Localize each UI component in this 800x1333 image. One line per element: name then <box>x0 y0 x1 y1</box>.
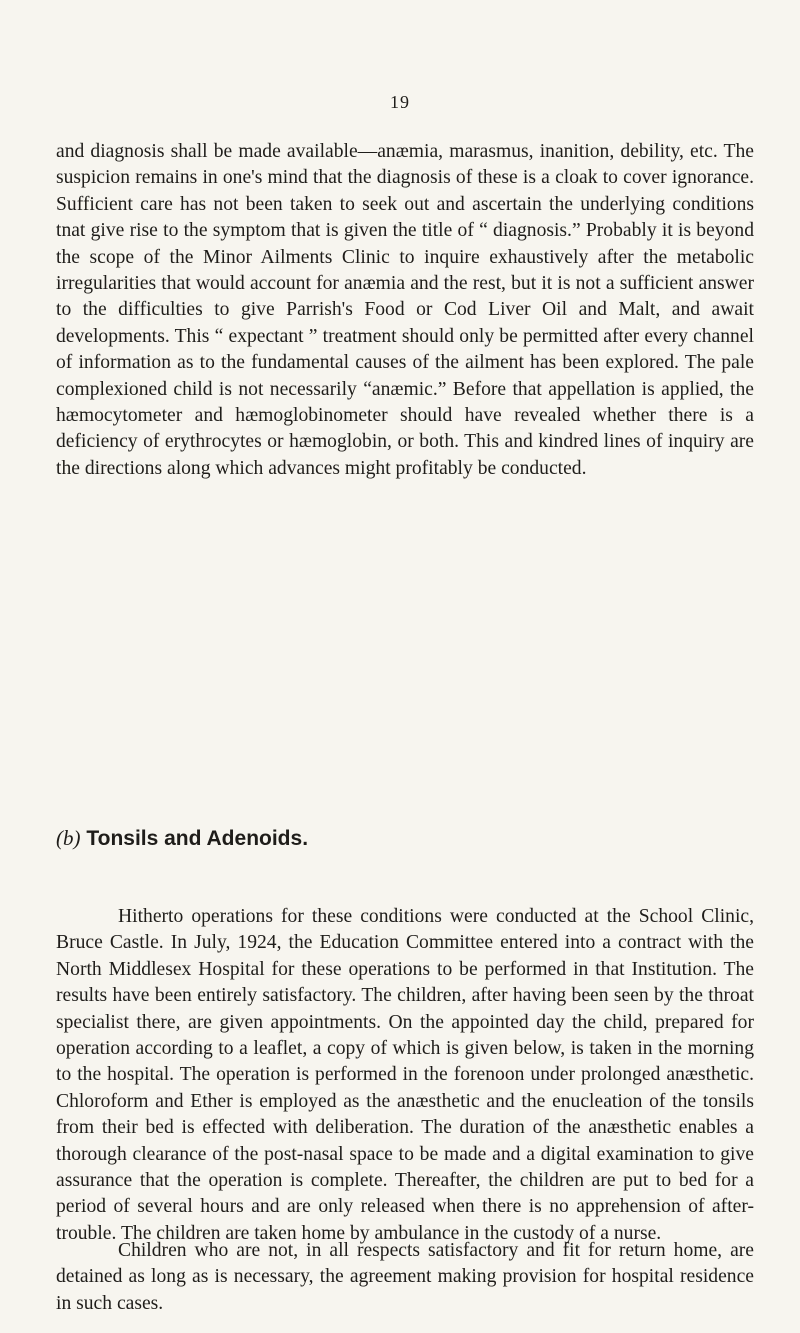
section-title: Tonsils and Adenoids. <box>86 827 309 850</box>
paragraph-diagnosis: and diagnosis shall be made available—anæmia, marasmus, inanition, debility, etc. The suspicion remains in one's mind that the diagnosis of these is a cloak to cover ignorance. Sufficient care has not been taken to seek out and ascertain the underlying conditions tnat give rise to the symptom that is given the title of “ diagnosis.” Probably it is beyond the scope of the Minor Ailments Clinic to inquire exhaustively after the metabolic irregularities that would account for anæmia and the rest, but it is not a sufficient answer to the difficulties to give Parrish's Food or Cod Liver Oil and Malt, and await developments. This “ expectant ” treatment should only be permitted after every channel of information as to the fundamental causes of the ailment has been explored. The pale complexioned child is not necessarily “anæmic.” Before that appellation is applied, the hæmocytometer and hæmoglobinometer should have revealed whether there is a deficiency of erythrocytes or hæmoglobin, or both. This and kindred lines of inquiry are the directions along which advances might profitably be conducted. <box>56 141 754 479</box>
section-letter: (b) <box>56 826 81 850</box>
page-number: 19 <box>390 92 410 112</box>
section-heading-tonsils <box>56 826 308 851</box>
paragraph-children-detained: Children who are not, in all respects satisfactory and fit for return home, are detained as long as is necessary, the agreement making provision for hospital residence in such cases. <box>56 1240 754 1314</box>
paragraph-tonsils-operations: Hitherto operations for these conditions were conducted at the School Clinic, Bruce Castle. In July, 1924, the Education Committee entered into a contract with the North Middlesex Hospital for these operations to be performed in that Institution. The results have been entirely satisfactory. The children, after having been seen by the throat specialist there, are given appointments. On the appointed day the child, prepared for operation according to a leaflet, a copy of which is given below, is taken in the morning to the hospital. The operation is performed in the forenoon under prolonged anæsthetic. Chloroform and Ether is employed as the anæsthetic and the enucleation of the tonsils from their bed is effected with deliberation. The duration of the anæsthetic enables a thorough clearance of the post-nasal space to be made and a digital examination to give assurance that the operation is complete. Thereafter, the children are put to bed for a period of several hours and are only released when there is no apprehension of after-trouble. The children are taken home by ambulance in the custody of a nurse. <box>56 906 754 1244</box>
